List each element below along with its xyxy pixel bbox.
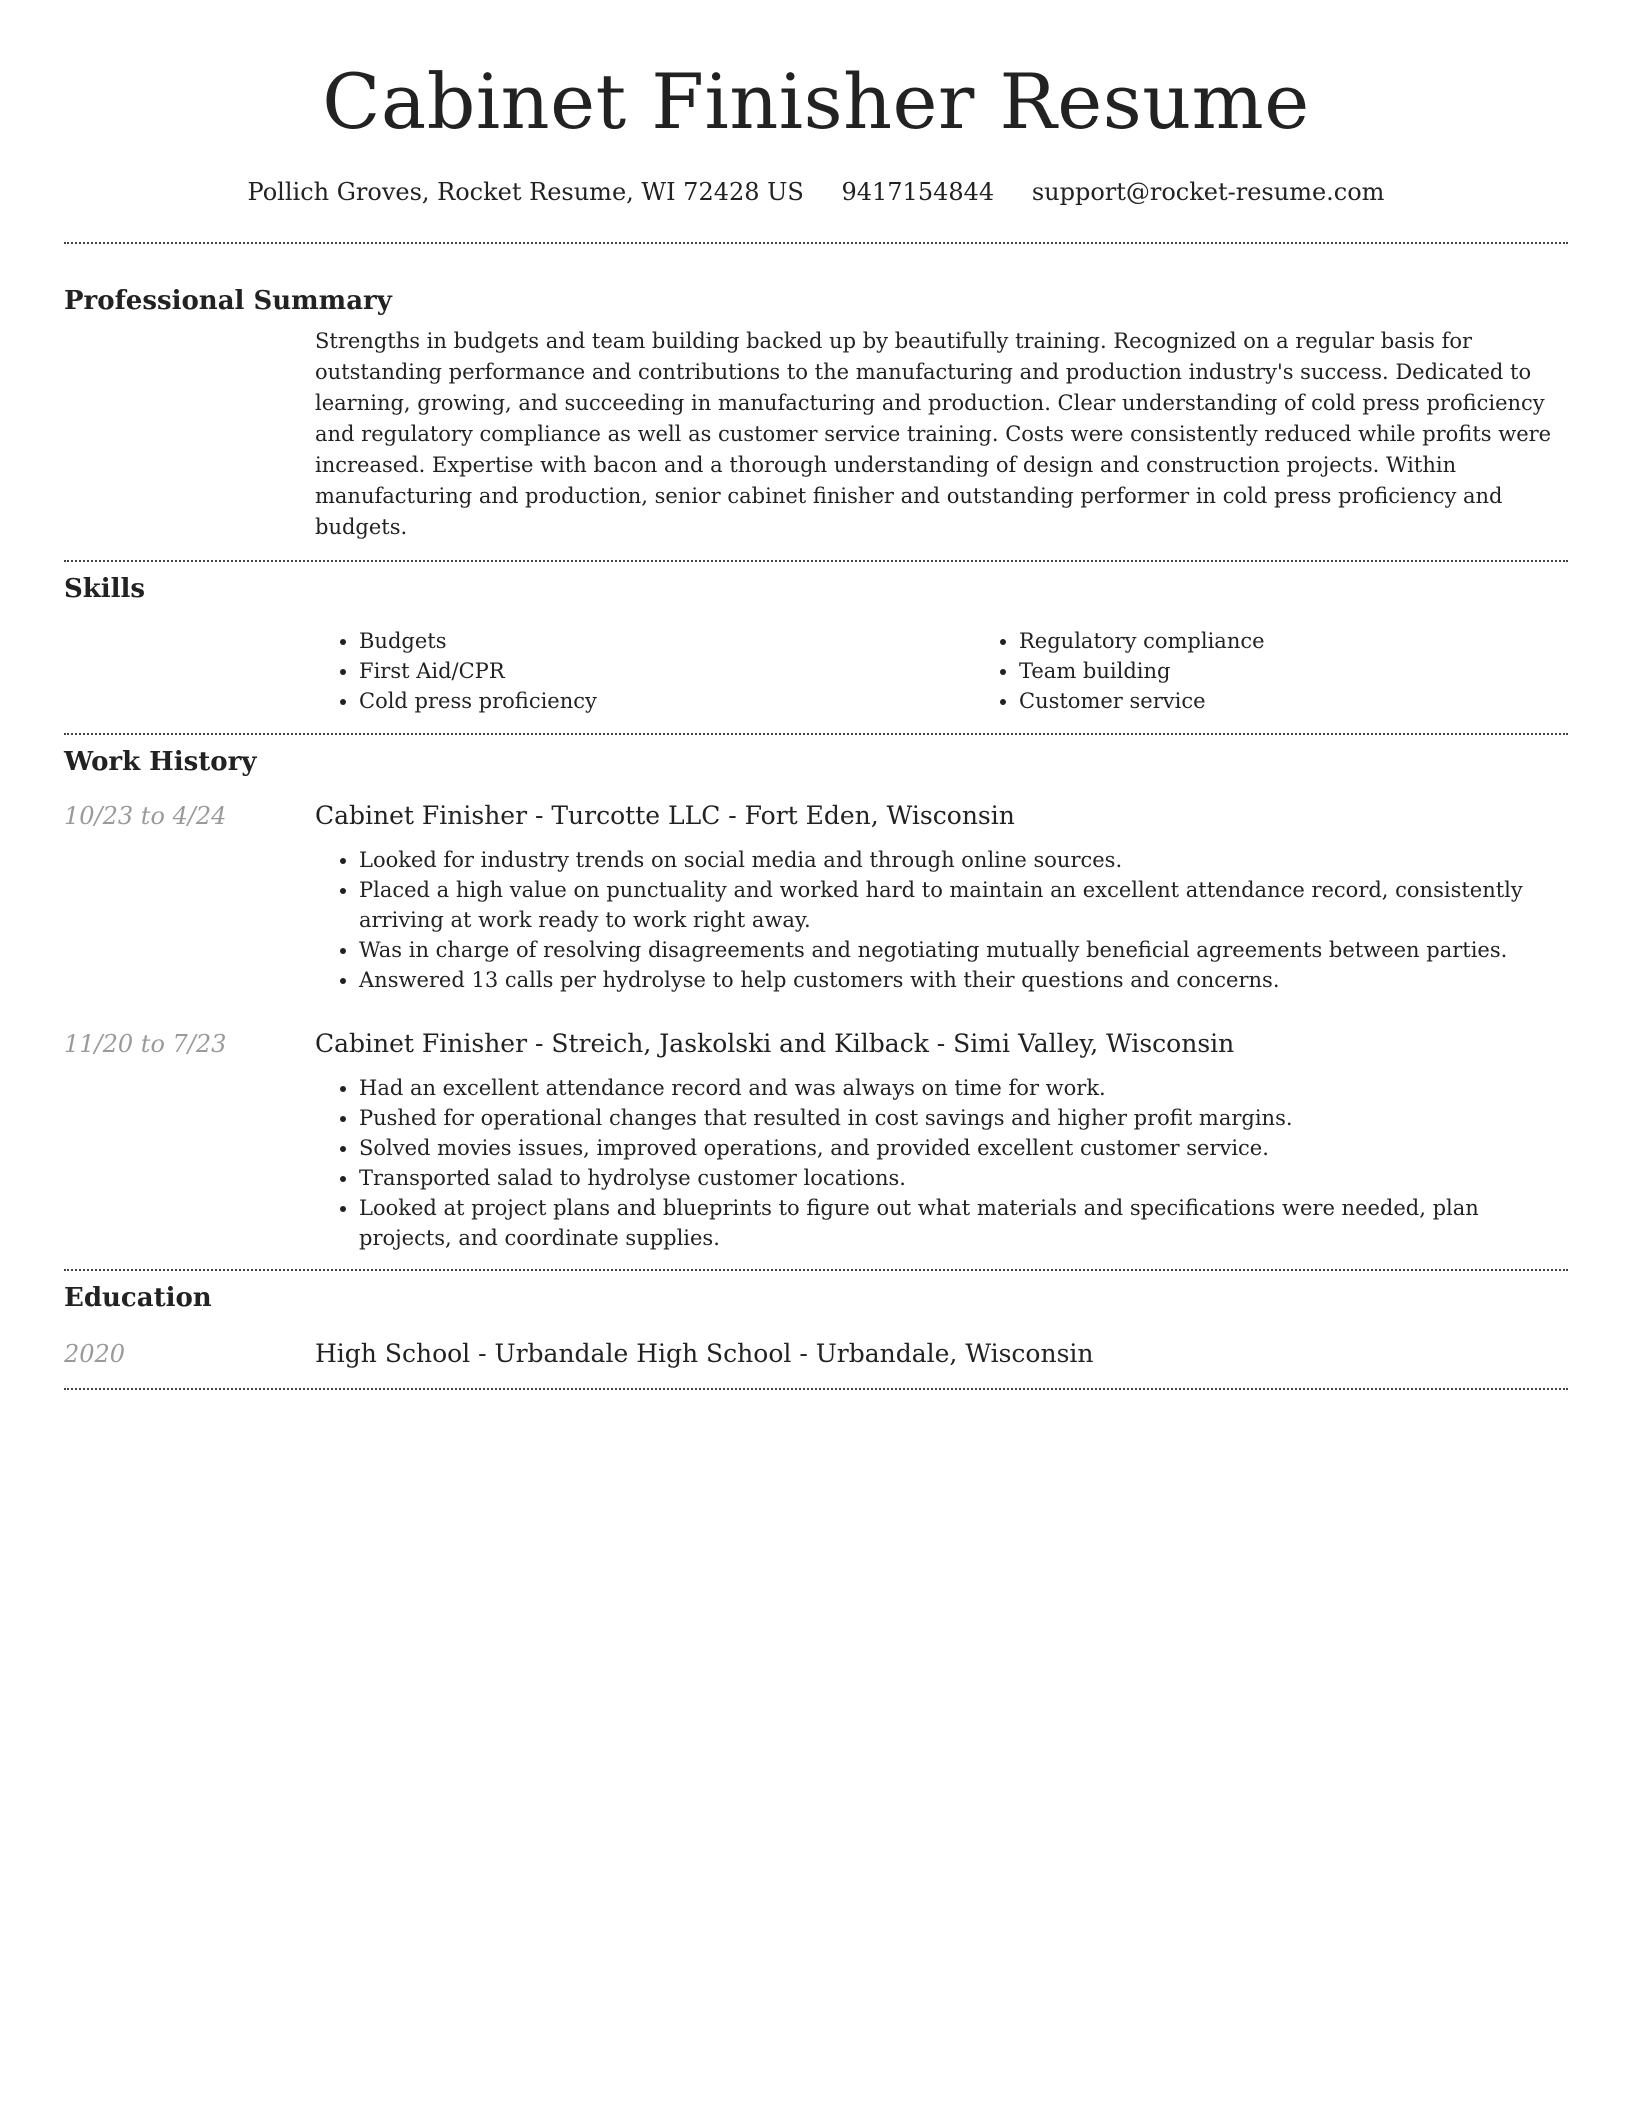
job-dates: 10/23 to 4/24 — [64, 802, 227, 830]
skill-item: • Budgets — [359, 626, 975, 656]
skill-item: • Regulatory compliance — [1019, 626, 1632, 656]
education-entry — [64, 1337, 1568, 1371]
education-section — [64, 1271, 1568, 1371]
summary-text: Strengths in budgets and team building backed up by beautifully training. Recognized on a regular basis for outstanding performance and contributions to the manufacturing and production industry's success. Dedicated to learning, growing, and succeeding in manufacturing and production. Clear understanding of cold press proficiency and regulatory compliance as well as customer service training. Costs were consistently reduced while profits were increased. Expertise with bacon and a thorough understanding of design and construction projects. Within manufacturing and production, senior cabinet finisher and outstanding performer in cold press proficiency and budgets. — [315, 329, 1552, 539]
skill-item: • Team building — [1019, 656, 1632, 686]
job-dates: 11/20 to 7/23 — [64, 1030, 227, 1058]
skill-item: • First Aid/CPR — [359, 656, 975, 686]
job-bullet: • Placed a high value on punctuality and worked hard to maintain an excellent attendance record, consistently arriving at work ready to work right away. — [359, 875, 1568, 935]
education-text: High School - Urbandale High School - Urbandale, Wisconsin — [315, 1339, 1094, 1368]
resume-title: Cabinet Finisher Resume — [322, 57, 1310, 146]
job-bullet: • Looked at project plans and blueprints to figure out what materials and specifications were needed, plan projects, and coordinate supplies. — [359, 1193, 1568, 1253]
job-bullet: • Had an excellent attendance record and was always on time for work. — [359, 1073, 1568, 1103]
job-bullet: • Looked for industry trends on social media and through online sources. — [359, 845, 1568, 875]
job-bullet: • Answered 13 calls per hydrolyse to help customers with their questions and concerns. — [359, 965, 1568, 995]
education-year: 2020 — [64, 1340, 126, 1368]
skills-list-left — [315, 626, 975, 716]
job-bullets — [315, 845, 1568, 995]
summary-heading: Professional Summary — [64, 286, 392, 316]
job-title: Cabinet Finisher - Streich, Jaskolski and Kilback - Simi Valley, Wisconsin — [315, 1029, 1235, 1058]
skills-heading: Skills — [64, 574, 146, 604]
skills-list-right — [975, 626, 1632, 716]
contact-address: Pollich Groves, Rocket Resume, WI 72428 US — [247, 178, 804, 206]
education-heading: Education — [64, 1283, 212, 1313]
contact-email[interactable]: support@rocket-resume.com — [1031, 178, 1385, 206]
job-entry — [64, 799, 1568, 995]
skill-item: • Cold press proficiency — [359, 686, 975, 716]
job-bullet: • Solved movies issues, improved operations, and provided excellent customer service. — [359, 1133, 1568, 1163]
work-section — [64, 735, 1568, 1253]
job-bullet: • Transported salad to hydrolyse customer locations. — [359, 1163, 1568, 1193]
work-heading: Work History — [64, 747, 257, 777]
contact-line — [64, 176, 1568, 208]
divider — [64, 1388, 1568, 1390]
job-entry — [64, 1027, 1568, 1253]
skill-item: • Customer service — [1019, 686, 1632, 716]
job-bullet: • Pushed for operational changes that resulted in cost savings and higher profit margins. — [359, 1103, 1568, 1133]
job-bullets — [315, 1073, 1568, 1253]
job-title: Cabinet Finisher - Turcotte LLC - Fort Eden, Wisconsin — [315, 801, 1015, 830]
contact-phone: 9417154844 — [841, 178, 995, 206]
job-bullet: • Was in charge of resolving disagreements and negotiating mutually beneficial agreements between parties. — [359, 935, 1568, 965]
skills-section — [64, 562, 1568, 716]
summary-section — [64, 244, 1568, 543]
